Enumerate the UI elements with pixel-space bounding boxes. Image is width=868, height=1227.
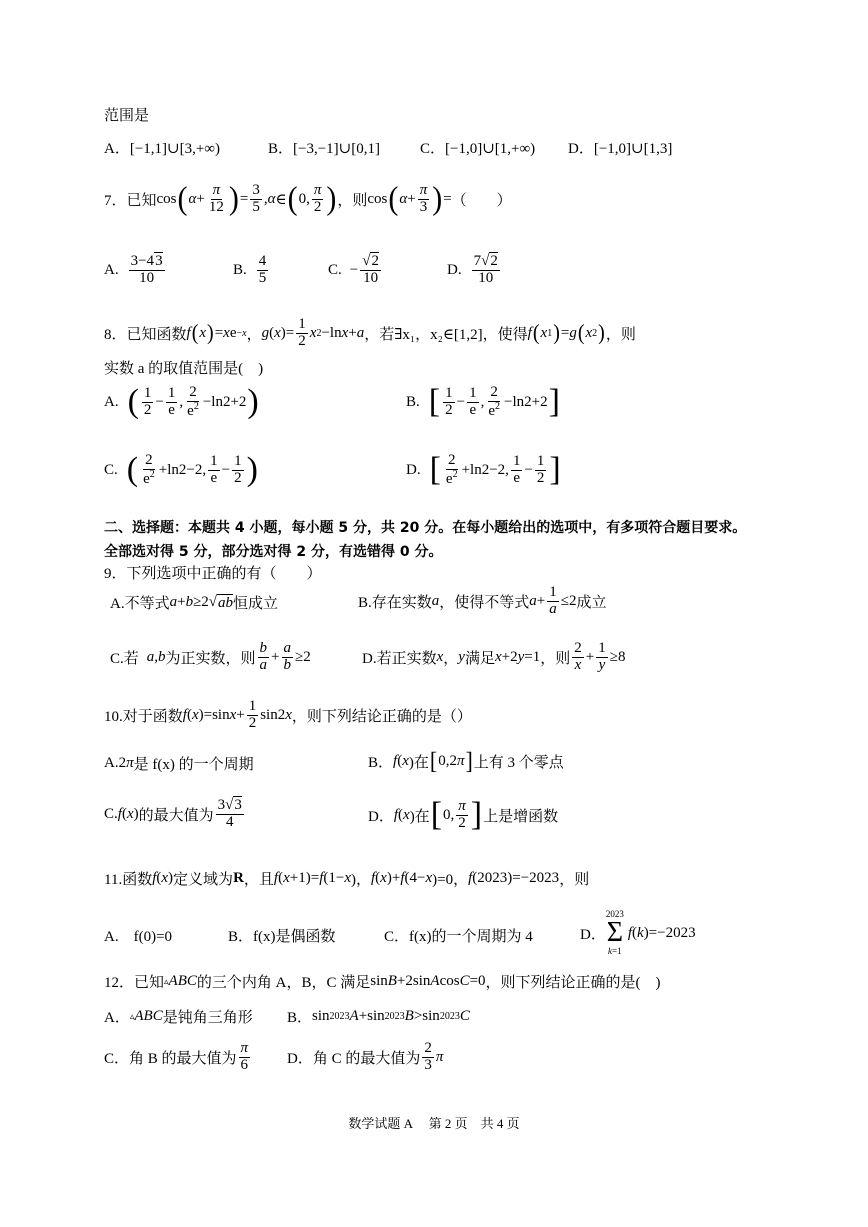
q11-stem-post: ，则	[559, 872, 590, 888]
q7-ask: ，则	[337, 192, 368, 209]
q9-d-mid: 满足	[464, 650, 495, 667]
q12-c-pre: C．角 B 的最大值为	[104, 1050, 237, 1067]
q8-line2-text: 实数 a 的取值范围是( )	[104, 361, 264, 377]
q6-option-c[interactable]	[420, 137, 535, 158]
q7-option-b-label: B.	[233, 261, 247, 278]
page-footer-text: 数学试题 A 第 2 页 共 4 页	[348, 1116, 520, 1131]
q8-option-a-label: A.	[104, 393, 119, 410]
q7-option-d-label: D.	[447, 261, 462, 278]
q12-option-b[interactable]: B． sin 2023 A +sin 2023 B >sin 2023 C	[287, 1008, 470, 1026]
q9-d-pre: D.若正实数	[362, 650, 437, 667]
q12-a-pre: A．	[104, 1010, 130, 1026]
q10-option-a[interactable]: A. 2 π 是 f(x) 的一个周期	[104, 755, 254, 773]
q9-option-a[interactable]: A.不等式 a + b ≥2√ ab 恒成立	[110, 594, 279, 612]
section2-line2: 全部选对得 5 分，部分选对得 2 分，有选错得 0 分。	[104, 544, 443, 560]
q12-stem-post: ，则下列结论正确的是( )	[485, 975, 661, 991]
q12-stem-mid: 的三个内角 A，B，C 满足	[196, 975, 371, 991]
q11-option-d[interactable]: D． 2023 Σ k=1 f ( k )=−2023	[580, 909, 696, 956]
q9-option-b[interactable]: B.存在实数 a ，使得不等式 a + $\frac{1}{a}$ ≤2 成立	[358, 584, 607, 617]
q12-option-d[interactable]: D．角 C 的最大值为 $\frac{2}{3}$ π	[287, 1040, 444, 1073]
q11-option-a-text: A. f(0)=0	[104, 929, 173, 945]
q8-option-d[interactable]: D. [ $\frac{2}{e^2}$ +ln2−2, $\frac{1}{e}$ − $\frac{1}{2}$ ]	[406, 451, 561, 489]
q6-option-d-text: D．[−1,0]∪[1,3]	[568, 141, 673, 157]
q9-b-mid: ，使得不等式	[439, 594, 530, 611]
page-footer	[0, 1113, 868, 1132]
q8-stem: 8．已知函数 f ( x ) = x e −x ， g ( x )= $\frac{1}{2}$ x 2 −ln x + a ，若∃x₁，x₂∈[1,2]，使得 f ( x 1 ) = g ( x 2 ) ，则	[104, 316, 636, 349]
q10-c-pre: C.	[104, 805, 118, 822]
q10-b-pre: B．	[368, 754, 394, 771]
q9-b-pre: B.存在实数	[358, 594, 432, 611]
q12-b-pre: B．	[287, 1010, 313, 1026]
q12-option-a[interactable]: A． ▵ ABC 是钝角三角形	[104, 1008, 253, 1026]
q6-tail	[104, 104, 149, 125]
q7-option-c-label: C.	[328, 261, 342, 278]
q10-c-post: 的最大值为	[138, 807, 214, 824]
q7-answer-blank: （ ）	[451, 192, 512, 209]
section2-line1: 二、选择题：本题共 4 小题，每小题 5 分，共 20 分。在每小题给出的选项中，有多项符合题目要求。	[104, 520, 747, 536]
q9-a-post: 恒成立	[233, 596, 279, 612]
q9-stem	[104, 562, 322, 583]
q8-stem-b: ，若∃x₁，x₂∈[1,2]，使得	[364, 326, 528, 343]
q7-number: 7．已知	[104, 192, 157, 209]
q8-option-d-label: D.	[406, 461, 421, 478]
q10-b-post: 上有 3 个零点	[473, 754, 564, 771]
q6-option-b[interactable]	[268, 137, 380, 158]
q10-d-pre: D．	[368, 808, 394, 825]
q10-option-b[interactable]: B． f ( x )在 [ 0,2 π ] 上有 3 个零点	[368, 746, 564, 775]
q11-option-a[interactable]	[104, 925, 172, 946]
q9-b-post: 成立	[576, 594, 607, 611]
q9-c-pre: C.若	[110, 650, 139, 667]
q11-stem-pre: 11.函数	[104, 872, 153, 888]
q9-c-mid: 为正实数，则	[165, 650, 256, 667]
q7-option-c[interactable]: C. − $\frac{√2}{10}$	[328, 253, 379, 286]
q10-option-d[interactable]: D． f ( x )在 [ 0, $\frac{\pi}{2}$ ] 上是增函数	[368, 796, 559, 833]
q11-option-b-text: B．f(x)是偶函数	[228, 929, 336, 945]
q12-option-c[interactable]: C．角 B 的最大值为 $\frac{\pi}{6}$	[104, 1040, 249, 1073]
q11-stem-mid2: ，且	[243, 872, 274, 888]
q12-a-post: 是钝角三角形	[162, 1010, 253, 1026]
q8-stem-line2	[104, 357, 263, 378]
q7-option-d[interactable]: D. $\frac{7√2}{10}$	[447, 253, 498, 286]
q11-option-c[interactable]	[384, 925, 533, 946]
q6-option-a-text: A．[−1,1]∪[3,+∞)	[104, 141, 220, 157]
q7-option-b[interactable]: B. $\frac{4}{5}$	[233, 253, 267, 286]
q10-stem-pre: 10.对于函数	[104, 708, 183, 725]
q6-option-c-text: C．[−1,0]∪[1,+∞)	[420, 141, 536, 157]
q8-option-c[interactable]: C. ( $\frac{2}{e^2}$ +ln2−2, $\frac{1}{e}$ − $\frac{1}{2}$ )	[104, 451, 258, 489]
section2-heading-line2	[104, 541, 442, 561]
q11-option-c-text: C．f(x)的一个周期为 4	[384, 929, 533, 945]
q8-option-b[interactable]: B. [ $\frac{1}{2}$ − $\frac{1}{e}$ , $\frac{2}{e^2}$ −ln2+2 ]	[406, 383, 560, 421]
q10-a-post: 是 f(x) 的一个周期	[133, 757, 254, 773]
q8-stem-a: 8．已知函数	[104, 326, 187, 343]
q7-option-a-label: A.	[104, 261, 119, 278]
q10-stem-post: ，则下列结论正确的是（）	[291, 708, 472, 725]
q12-stem: 12．已知 ▵ ABC 的三个内角 A，B，C 满足 sin B +2sin A cos C =0 ，则下列结论正确的是( )	[104, 973, 661, 991]
q12-stem-pre: 12．已知	[104, 975, 165, 991]
q8-option-c-label: C.	[104, 461, 118, 478]
q11-stem-mid: 定义域为	[173, 872, 234, 888]
q7-option-a[interactable]: A. $\frac{3-43}{10}$	[104, 253, 163, 286]
q6-option-b-text: B．[−3,−1]∪[0,1]	[268, 141, 380, 157]
q12-d-pre: D．角 C 的最大值为	[287, 1050, 421, 1067]
q9-d-post: ，则	[540, 650, 571, 667]
q8-option-b-label: B.	[406, 393, 420, 410]
q6-option-d[interactable]	[568, 137, 672, 158]
q11-stem: 11.函数 f ( x ) 定义域为 R ，且 f ( x +1)= f (1− x )， f ( x )+ f (4− x )=0， f (2023)=−2023 ，则	[104, 870, 590, 888]
section2-heading	[104, 517, 746, 537]
q9-option-c[interactable]: C.若 a , b 为正实数，则 $\frac{b}{a}$ + $\frac{a}{b}$ ≥2	[110, 640, 311, 673]
q8-stem-c: ，则	[605, 326, 636, 343]
q6-tail-text: 范围是	[104, 108, 150, 124]
q10-stem: 10.对于函数 f ( x )=sin x + $\frac{1}{2}$ sin2 x ，则下列结论正确的是（）	[104, 698, 472, 731]
q9-a-pre: A.不等式	[110, 596, 170, 612]
q11-domain-r: R	[233, 870, 244, 886]
q10-a-pre: A.	[104, 755, 119, 771]
q11-option-b[interactable]	[228, 925, 336, 946]
q10-d-post: 上是增函数	[483, 808, 559, 825]
q6-option-a[interactable]	[104, 137, 220, 158]
q11-d-pre: D．	[580, 926, 606, 943]
q9-stem-text: 9．下列选项中正确的有（ ）	[104, 566, 322, 582]
q7-stem: 7．已知 cos ( α + $\frac{\pi}{12}$ ) = $\frac{3}{5}$ , α ∈ ( 0, $\frac{\pi}{2}$ ) ，则 cos ( α + $\frac{\pi}{3}$ ) = （ ）	[104, 180, 512, 217]
q8-option-a[interactable]: A. ( $\frac{1}{2}$ − $\frac{1}{e}$ , $\frac{2}{e^2}$ −ln2+2 )	[104, 383, 259, 421]
q9-option-d[interactable]: D.若正实数 x ， y 满足 x +2 y =1 ，则 $\frac{2}{x}$ + $\frac{1}{y}$ ≥8	[362, 640, 626, 673]
q10-option-c[interactable]: C. f ( x ) 的最大值为 $\frac{3√3}{4}$	[104, 797, 242, 830]
